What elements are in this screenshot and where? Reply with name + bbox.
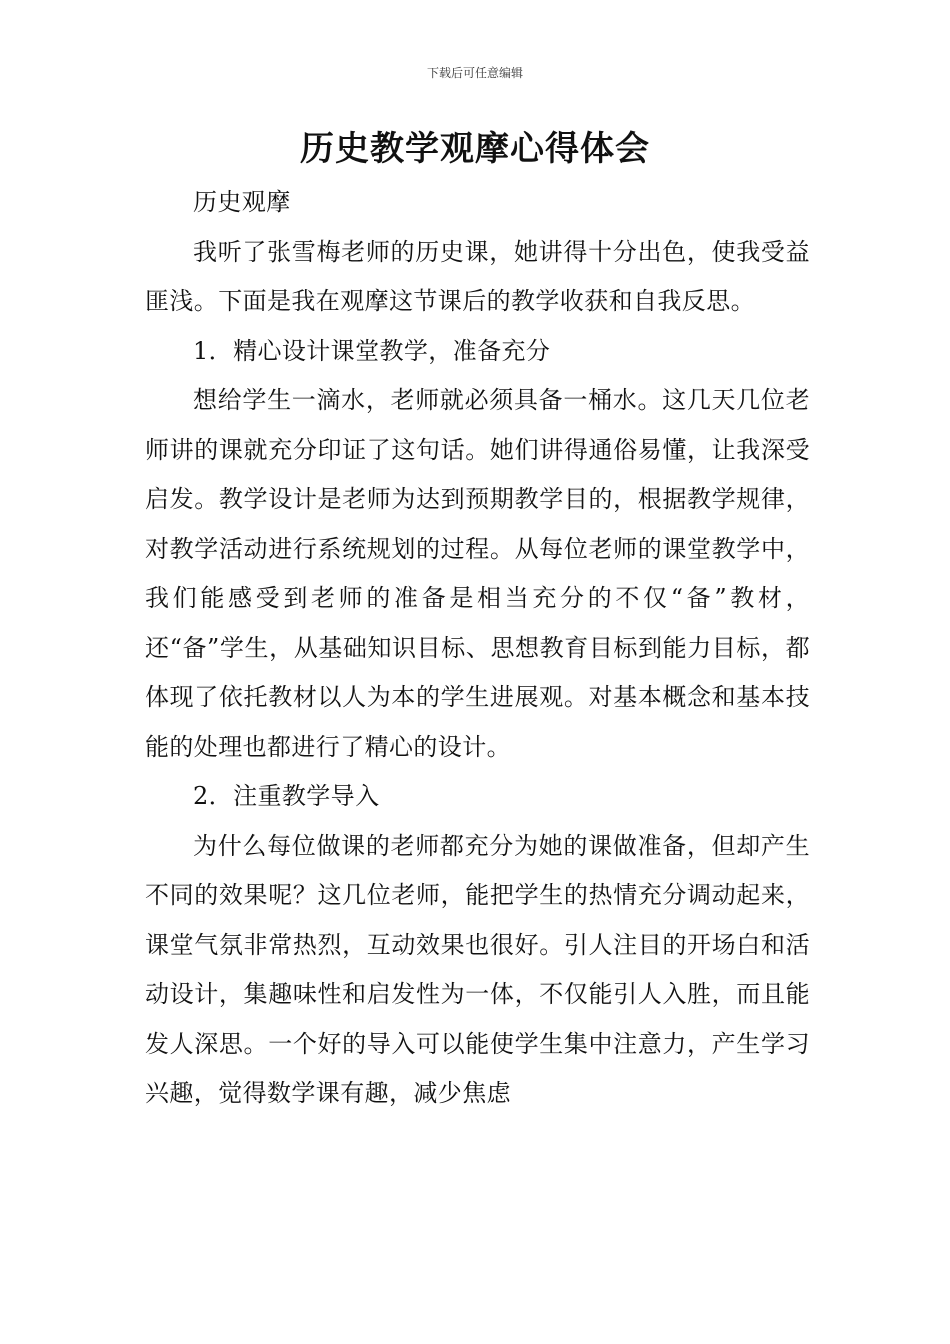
page-title: 历史教学观摩心得体会 <box>300 129 650 169</box>
section-paragraph-2: 为什么每位做课的老师都充分为她的课做准备，但却产生不同的效果呢？这几位老师，能把学生的热情充分调动起来，课堂气氛非常热烈，互动效果也很好。引人注目的开场白和活动设计，集趣味性和启发性为一体，不仅能引人入胜，而且能发人深思。一个好的导入可以能使学生集中注意力，产生学习兴趣，觉得数学课有趣，减少焦虑 <box>145 831 810 1107</box>
header-note: 下载后可任意编辑 <box>426 66 523 80</box>
section-heading-2: 2．注重教学导入 <box>193 782 380 810</box>
section-paragraph-1: 想给学生一滴水，老师就必须具备一桶水。这几天几位老师讲的课就充分印证了这句话。她们讲得通俗易懂，让我深受启发。教学设计是老师为达到预期教学目的，根据教学规律，对教学活动进行系统规划的过程。从每位老师的课堂教学中，我们能感受到老师的准备是相当充分的不仅“备”教材，还“备”学生，从基础知识目标、思想教育目标到能力目标，都体现了依托教材以人为本的学生进展观。对基本概念和基本技能的处理也都进行了精心的设计。 <box>145 386 810 761</box>
document-subtitle: 历史观摩 <box>193 188 291 216</box>
section-heading-1: 1．精心设计课堂教学，准备充分 <box>193 336 551 365</box>
intro-paragraph: 我听了张雪梅老师的历史课，她讲得十分出色，使我受益匪浅。下面是我在观摩这节课后的教学收获和自我反思。 <box>145 237 810 315</box>
document-body <box>145 178 810 1119</box>
